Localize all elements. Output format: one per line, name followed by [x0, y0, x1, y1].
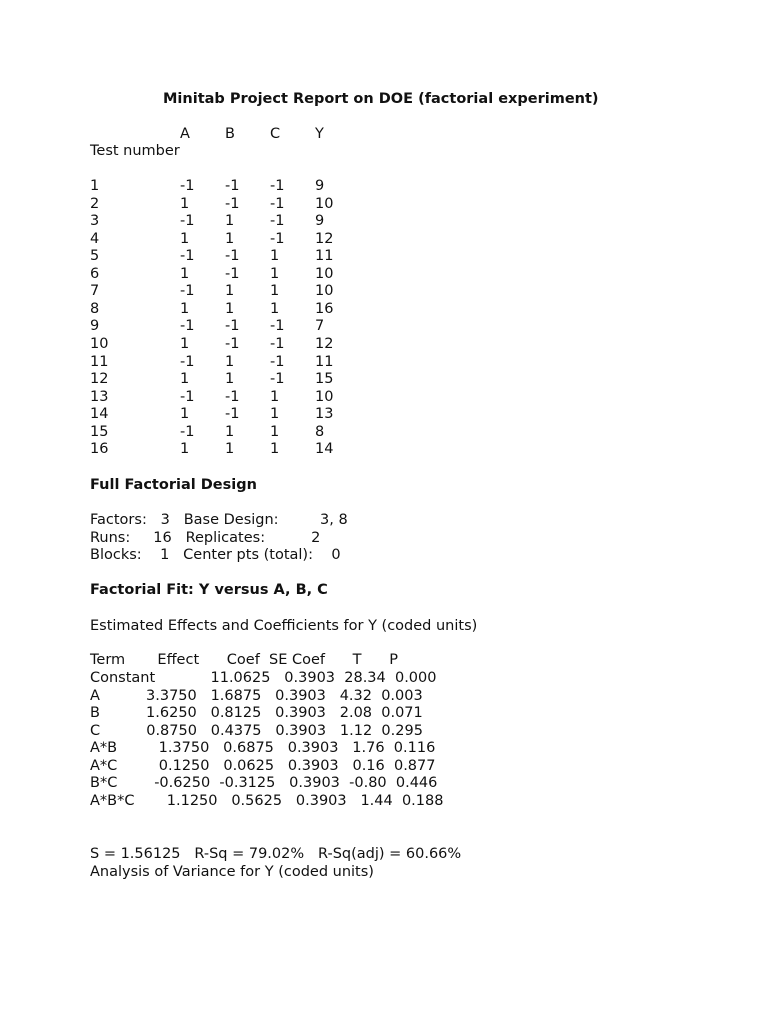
design-table-cell: -1	[180, 353, 195, 370]
test-number-cell: 4	[90, 230, 100, 247]
design-table-cell: -1	[180, 248, 195, 265]
design-table-cell: 1	[270, 283, 280, 300]
design-table-cell: -1	[180, 388, 195, 405]
design-table-cell: 15	[315, 371, 334, 388]
test-number-cell: 5	[90, 248, 100, 265]
test-number-cell: 8	[90, 300, 100, 317]
design-table-cell: 7	[315, 318, 325, 335]
design-info-line: Runs: 16 Replicates: 2	[90, 530, 321, 546]
design-table-cell: -1	[270, 178, 285, 194]
design-table-cell: 1	[270, 300, 280, 317]
design-table-cell: 13	[315, 406, 334, 423]
design-table-cell: -1	[225, 406, 240, 423]
test-number-cell: 2	[90, 195, 100, 212]
design-table-cell: 1	[270, 265, 280, 282]
design-table-cell: 9	[315, 213, 325, 230]
design-table-cell: 1	[270, 423, 280, 440]
design-table-cell: 10	[315, 265, 334, 282]
design-table-cell: 1	[270, 388, 280, 405]
design-table-cell: 1	[180, 441, 190, 458]
effects-table-row: A*B*C 1.1250 0.5625 0.3903 1.44 0.188	[90, 793, 444, 809]
row-label-header: Test number	[90, 143, 180, 159]
design-table-cell: -1	[225, 248, 240, 265]
design-table-cell: 1	[225, 353, 235, 370]
design-table-cell: 1	[225, 300, 235, 317]
effects-table-row: A*B 1.3750 0.6875 0.3903 1.76 0.116	[90, 740, 436, 756]
test-number-cell: 14	[90, 406, 109, 423]
test-number-cell: 7	[90, 283, 100, 300]
factorial-fit-heading: Factorial Fit: Y versus A, B, C	[90, 582, 328, 598]
design-table-cell: 10	[315, 283, 334, 300]
design-table-cell: -1	[225, 195, 240, 212]
column-header-y: Y	[315, 126, 324, 142]
design-table-cell: -1	[270, 353, 285, 370]
column-header-a: A	[180, 126, 190, 142]
report-title: Minitab Project Report on DOE (factorial experiment)	[163, 91, 599, 107]
effects-table-row: Constant 11.0625 0.3903 28.34 0.000	[90, 670, 437, 686]
design-table-cell: 8	[315, 423, 325, 440]
design-table-cell: 1	[270, 406, 280, 423]
design-table-cell: 1	[180, 195, 190, 212]
design-info-line: Blocks: 1 Center pts (total): 0	[90, 547, 341, 563]
column-header-c: C	[270, 126, 281, 142]
design-table-cell: 14	[315, 441, 334, 458]
test-number-cell: 13	[90, 388, 109, 405]
design-table-cell: -1	[225, 318, 240, 335]
design-table-cell: -1	[270, 230, 285, 247]
design-table-cell: 11	[315, 248, 334, 265]
design-table-cell: 1	[180, 371, 190, 388]
test-number-cell: 6	[90, 265, 100, 282]
design-table-cell: 1	[270, 441, 280, 458]
effects-table-row: A*C 0.1250 0.0625 0.3903 0.16 0.877	[90, 758, 436, 774]
design-table-cell: -1	[180, 318, 195, 335]
test-number-cell: 11	[90, 353, 109, 370]
design-table-cell: 10	[315, 388, 334, 405]
test-number-cell: 12	[90, 371, 109, 388]
design-table-cell: 1	[225, 441, 235, 458]
design-table-cell: 1	[225, 213, 235, 230]
design-table-cell: 1	[180, 300, 190, 317]
test-number-cell: 10	[90, 335, 109, 352]
design-table-cell: -1	[180, 283, 195, 300]
effects-table-header: Term Effect Coef SE Coef T P	[90, 652, 398, 668]
model-summary: S = 1.56125 R-Sq = 79.02% R-Sq(adj) = 60.66%	[90, 846, 462, 862]
design-table-cell: -1	[270, 195, 285, 212]
design-info-line: Factors: 3 Base Design: 3, 8	[90, 512, 348, 528]
design-table-cell: -1	[270, 318, 285, 335]
design-table-cell: 1	[270, 248, 280, 265]
design-table-cell: 16	[315, 300, 334, 317]
test-number-cell: 3	[90, 213, 100, 230]
anova-heading: Analysis of Variance for Y (coded units)	[90, 864, 374, 880]
design-table-cell: -1	[270, 335, 285, 352]
design-table-cell: 1	[225, 371, 235, 388]
test-number-cell: 1	[90, 178, 100, 194]
design-table-cell: -1	[180, 423, 195, 440]
design-table-cell: -1	[225, 178, 240, 194]
design-table-cell: 1	[180, 265, 190, 282]
design-table-cell: -1	[225, 335, 240, 352]
design-table-cell: -1	[270, 371, 285, 388]
design-table-cell: 12	[315, 230, 334, 247]
effects-table-row: B*C -0.6250 -0.3125 0.3903 -0.80 0.446	[90, 775, 438, 791]
design-table-cell: -1	[225, 265, 240, 282]
design-table-cell: 1	[180, 406, 190, 423]
test-number-cell: 9	[90, 318, 100, 335]
design-table-cell: 11	[315, 353, 334, 370]
design-table-cell: -1	[225, 388, 240, 405]
effects-table-row: A 3.3750 1.6875 0.3903 4.32 0.003	[90, 688, 423, 704]
design-table-cell: 1	[180, 335, 190, 352]
design-table-cell: 9	[315, 178, 325, 194]
design-table-cell: -1	[270, 213, 285, 230]
design-table-cell: -1	[180, 178, 195, 194]
effects-table-row: B 1.6250 0.8125 0.3903 2.08 0.071	[90, 705, 423, 721]
test-number-cell: 16	[90, 441, 109, 458]
design-table-cell: 12	[315, 335, 334, 352]
design-table-cell: 10	[315, 195, 334, 212]
design-table-cell: 1	[180, 230, 190, 247]
effects-subheading: Estimated Effects and Coefficients for Y (coded units)	[90, 618, 478, 634]
full-factorial-heading: Full Factorial Design	[90, 477, 257, 493]
design-table-cell: 1	[225, 423, 235, 440]
test-number-cell: 15	[90, 423, 109, 440]
design-table-cell: 1	[225, 283, 235, 300]
design-table-cell: 1	[225, 230, 235, 247]
column-header-b: B	[225, 126, 235, 142]
design-table-cell: -1	[180, 213, 195, 230]
effects-table-row: C 0.8750 0.4375 0.3903 1.12 0.295	[90, 723, 423, 739]
